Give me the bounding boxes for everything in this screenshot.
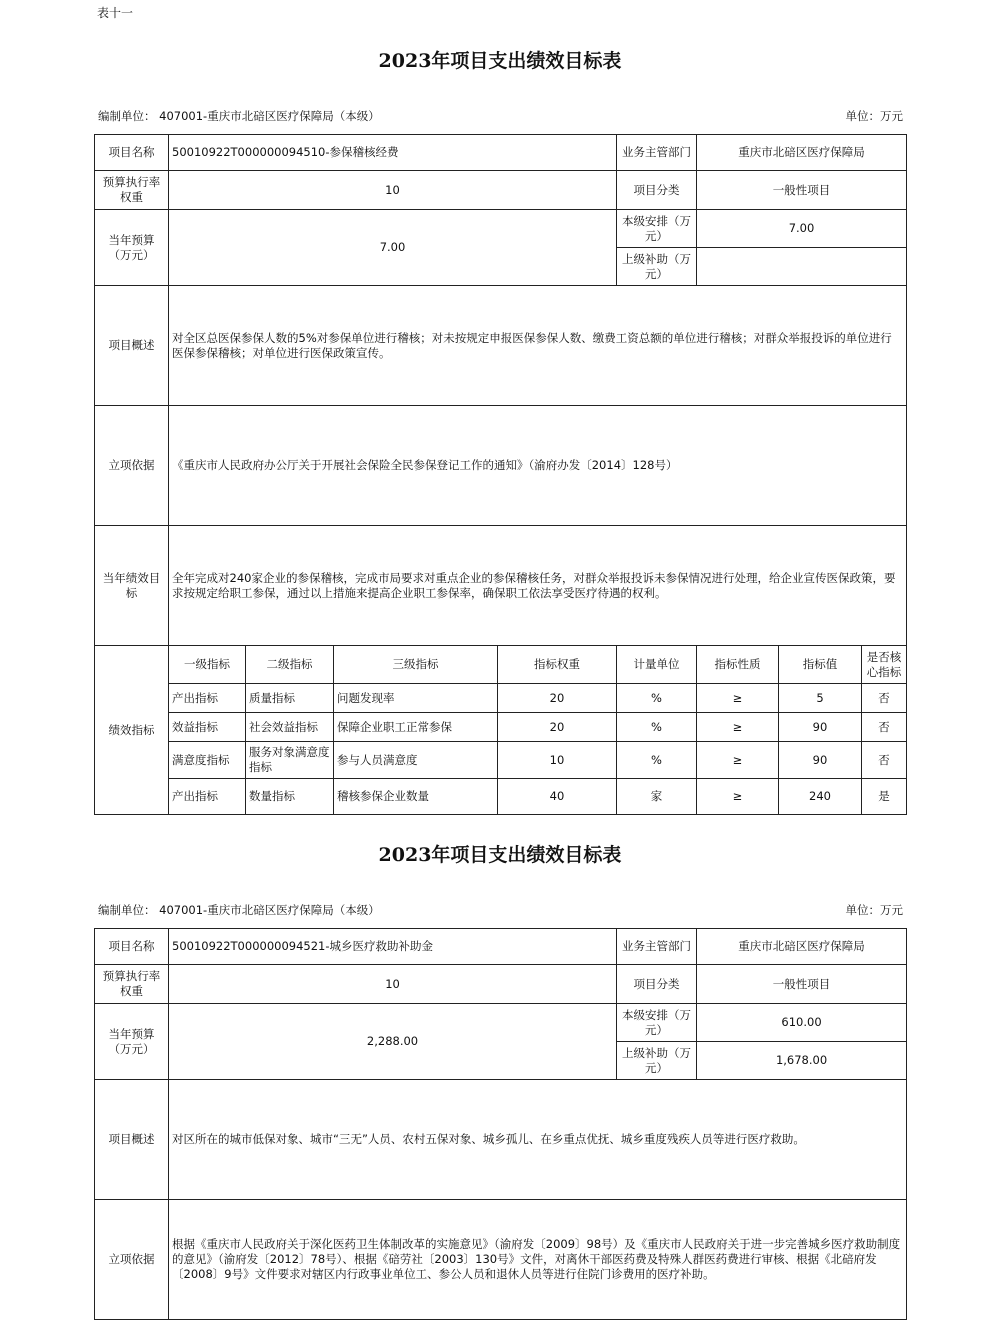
budget-value: 2,288.00 xyxy=(169,1004,617,1080)
label-basis: 立项依据 xyxy=(95,406,169,526)
form-1-table xyxy=(94,134,907,815)
indicator-value: 90 xyxy=(779,742,862,779)
label-budget: 当年预算（万元） xyxy=(95,1004,169,1080)
indicator-unit: % xyxy=(617,713,697,742)
indicator-unit: 家 xyxy=(617,779,697,815)
label-goal: 当年绩效目标 xyxy=(95,526,169,646)
indicator-l3: 稽核参保企业数量 xyxy=(334,779,498,815)
upper-level-value xyxy=(697,248,907,286)
this-level-value: 7.00 xyxy=(697,210,907,248)
indicator-header-l3: 三级指标 xyxy=(334,646,498,684)
table-number-label: 表十一 xyxy=(97,6,134,20)
label-category: 项目分类 xyxy=(617,171,697,210)
table-row xyxy=(95,742,907,779)
indicator-l1: 效益指标 xyxy=(169,713,246,742)
overview-text: 对区所在的城市低保对象、城市“三无”人员、农村五保对象、城乡孤儿、在乡重点优抚、城乡重度残疾人员等进行医疗救助。 xyxy=(169,1080,907,1200)
indicator-nature: ≥ xyxy=(697,742,779,779)
indicator-core: 否 xyxy=(862,742,907,779)
indicator-l3: 问题发现率 xyxy=(334,684,498,713)
indicator-weight: 20 xyxy=(498,713,617,742)
basis-text: 根据《重庆市人民政府关于深化医药卫生体制改革的实施意见》（渝府发〔2009〕98号）及《重庆市人民政府关于进一步完善城乡医疗救助制度的意见》（渝府发〔2012〕78号）、根据《碚劳社〔2003〕130号》文件，对离休干部医药费及特殊人群医药费进行审核、根据《北碚府发〔2008〕9号》文件要求对辖区内行政事业单位工、参公人员和退休人员等进行住院门诊费用的医疗补助。 xyxy=(169,1200,907,1320)
indicator-weight: 40 xyxy=(498,779,617,815)
indicator-header-nature: 指标性质 xyxy=(697,646,779,684)
indicator-value: 240 xyxy=(779,779,862,815)
this-level-value: 610.00 xyxy=(697,1004,907,1042)
indicator-l2: 质量指标 xyxy=(246,684,334,713)
indicator-unit: % xyxy=(617,742,697,779)
goal-text: 全年完成对240家企业的参保稽核，完成市局要求对重点企业的参保稽核任务，对群众举报投诉未参保情况进行处理，给企业宣传医保政策，要求按规定给职工参保，通过以上措施来提高企业职工参保率，确保职工依法享受医疗待遇的权利。 xyxy=(169,526,907,646)
indicator-l1: 满意度指标 xyxy=(169,742,246,779)
category-value: 一般性项目 xyxy=(697,171,907,210)
indicator-header-value: 指标值 xyxy=(779,646,862,684)
dept-value: 重庆市北碚区医疗保障局 xyxy=(697,929,907,965)
form-1-unit: 单位：万元 xyxy=(845,109,903,123)
indicator-l1: 产出指标 xyxy=(169,684,246,713)
basis-text: 《重庆市人民政府办公厅关于开展社会保险全民参保登记工作的通知》（渝府办发〔2014〕128号） xyxy=(169,406,907,526)
project-name-value: 50010922T000000094510-参保稽核经费 xyxy=(169,135,617,171)
label-upper-level: 上级补助（万元） xyxy=(617,1042,697,1080)
dept-value: 重庆市北碚区医疗保障局 xyxy=(697,135,907,171)
indicator-core: 是 xyxy=(862,779,907,815)
indicator-l2: 服务对象满意度指标 xyxy=(246,742,334,779)
indicator-core: 否 xyxy=(862,713,907,742)
indicator-weight: 20 xyxy=(498,684,617,713)
label-this-level: 本级安排（万元） xyxy=(617,1004,697,1042)
label-upper-level: 上级补助（万元） xyxy=(617,248,697,286)
indicator-header-unit: 计量单位 xyxy=(617,646,697,684)
label-project-name: 项目名称 xyxy=(95,929,169,965)
label-indicators: 绩效指标 xyxy=(95,646,169,815)
indicator-l2: 社会效益指标 xyxy=(246,713,334,742)
project-name-value: 50010922T000000094521-城乡医疗救助补助金 xyxy=(169,929,617,965)
label-budget: 当年预算（万元） xyxy=(95,210,169,286)
indicator-weight: 10 xyxy=(498,742,617,779)
form-2-table xyxy=(94,928,907,1320)
table-row xyxy=(95,713,907,742)
label-project-name: 项目名称 xyxy=(95,135,169,171)
label-dept: 业务主管部门 xyxy=(617,135,697,171)
label-overview: 项目概述 xyxy=(95,1080,169,1200)
indicator-l3: 参与人员满意度 xyxy=(334,742,498,779)
label-exec-rate: 预算执行率权重 xyxy=(95,171,169,210)
indicator-l1: 产出指标 xyxy=(169,779,246,815)
indicator-l2: 数量指标 xyxy=(246,779,334,815)
upper-level-value: 1,678.00 xyxy=(697,1042,907,1080)
indicator-header-weight: 指标权重 xyxy=(498,646,617,684)
indicator-core: 否 xyxy=(862,684,907,713)
label-basis: 立项依据 xyxy=(95,1200,169,1320)
label-exec-rate: 预算执行率权重 xyxy=(95,965,169,1004)
category-value: 一般性项目 xyxy=(697,965,907,1004)
label-dept: 业务主管部门 xyxy=(617,929,697,965)
indicator-header-l1: 一级指标 xyxy=(169,646,246,684)
exec-rate-value: 10 xyxy=(169,965,617,1004)
form-1-title: 2023年项目支出绩效目标表 xyxy=(378,50,622,72)
indicator-value: 90 xyxy=(779,713,862,742)
indicator-l3: 保障企业职工正常参保 xyxy=(334,713,498,742)
form-2-title: 2023年项目支出绩效目标表 xyxy=(378,844,622,866)
budget-value: 7.00 xyxy=(169,210,617,286)
indicator-header-core: 是否核心指标 xyxy=(862,646,907,684)
indicator-nature: ≥ xyxy=(697,779,779,815)
form-2-unit: 单位：万元 xyxy=(845,903,903,917)
form-2-org: 编制单位： 407001-重庆市北碚区医疗保障局（本级） xyxy=(98,903,380,917)
label-overview: 项目概述 xyxy=(95,286,169,406)
indicator-nature: ≥ xyxy=(697,684,779,713)
form-1-org: 编制单位： 407001-重庆市北碚区医疗保障局（本级） xyxy=(98,109,380,123)
indicator-header-l2: 二级指标 xyxy=(246,646,334,684)
indicator-nature: ≥ xyxy=(697,713,779,742)
exec-rate-value: 10 xyxy=(169,171,617,210)
label-category: 项目分类 xyxy=(617,965,697,1004)
indicator-value: 5 xyxy=(779,684,862,713)
overview-text: 对全区总医保参保人数的5%对参保单位进行稽核；对未按规定申报医保参保人数、缴费工资总额的单位进行稽核；对群众举报投诉的单位进行医保参保稽核；对单位进行医保政策宣传。 xyxy=(169,286,907,406)
indicator-unit: % xyxy=(617,684,697,713)
table-row xyxy=(95,779,907,815)
table-row xyxy=(95,684,907,713)
label-this-level: 本级安排（万元） xyxy=(617,210,697,248)
